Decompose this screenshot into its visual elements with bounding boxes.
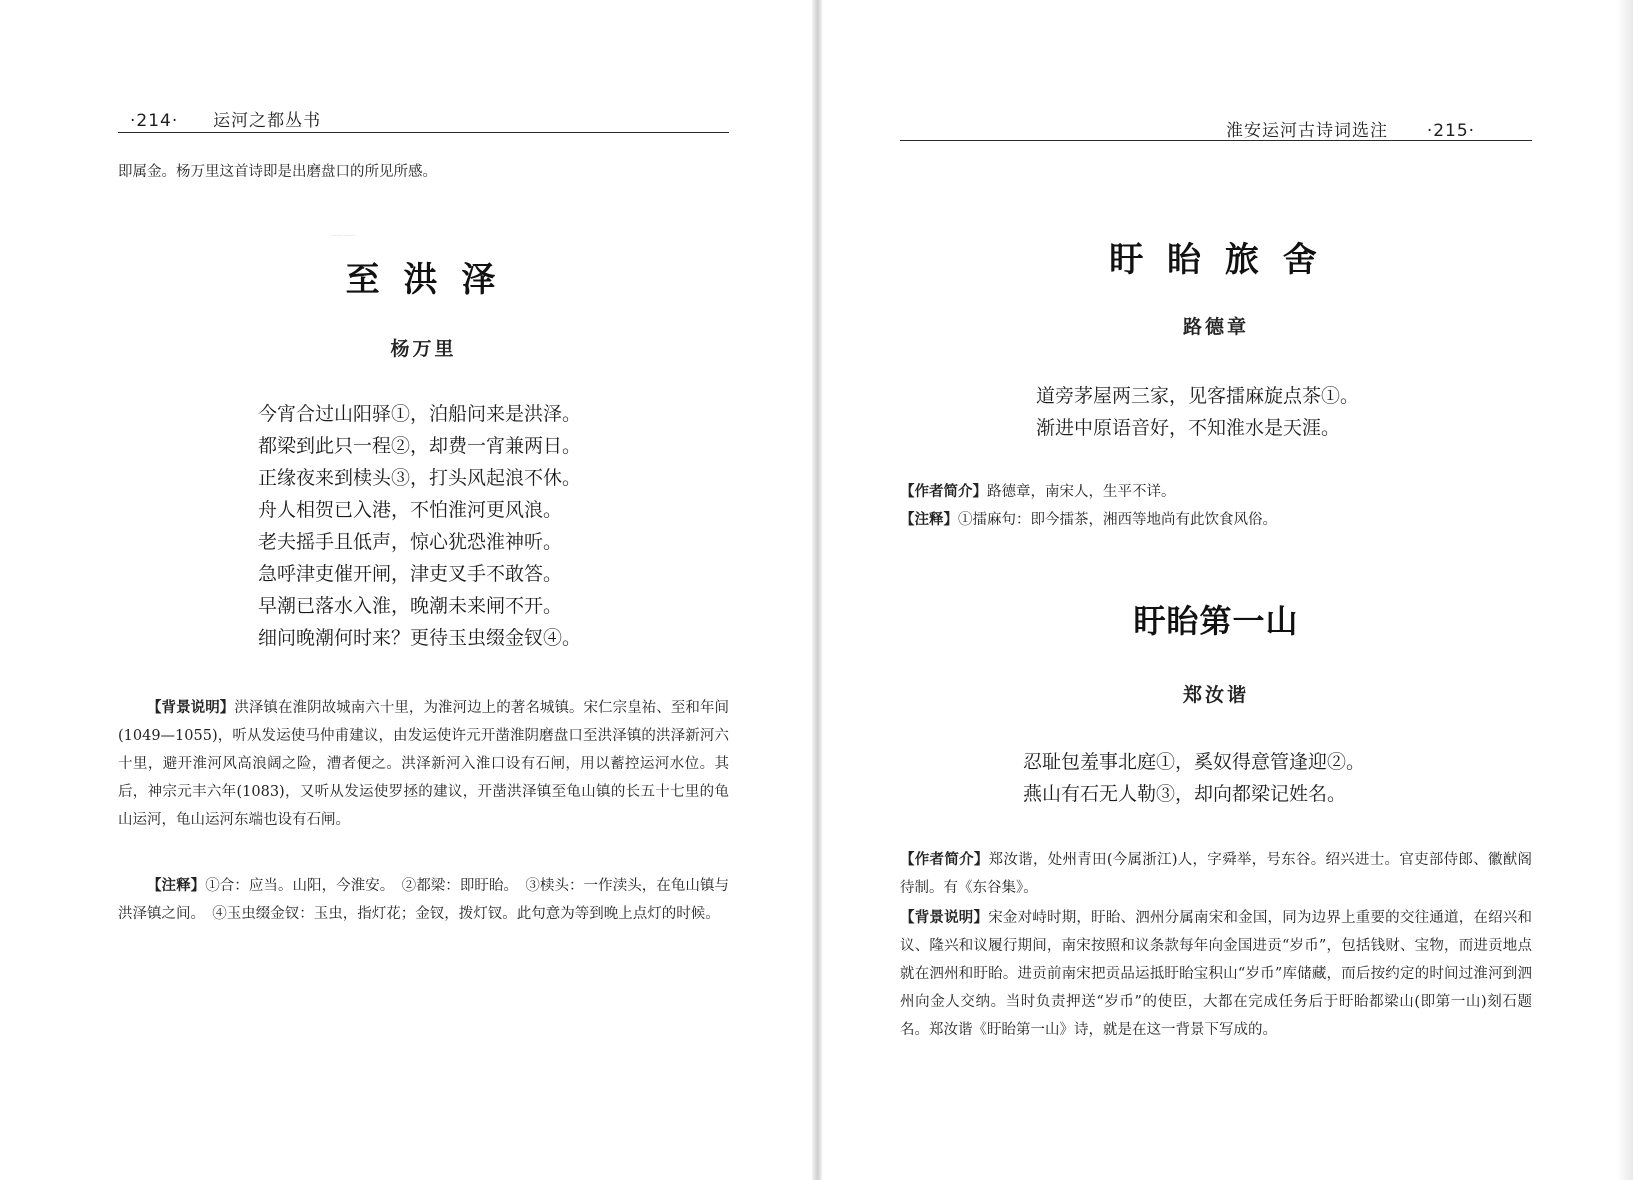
background-text: 宋金对峙时期，盱眙、泗州分属南宋和金国，同为边界上重要的交往通道，在绍兴和议、隆兴和议履行期间，南宋按照和议条款每年向金国进贡“岁币”，包括钱财、宝物，而进贡地点就在泗州和盱眙。进贡前南宋把贡品运抵盱眙宝积山“岁币”库储藏，而后按约定的时间过淮河到泗州向金人交纳。当时负责押送“岁币”的使臣，大都在完成任务后于盱眙都梁山(即第一山)刻石题名。郑汝谐《盱眙第一山》诗，就是在这一背景下写成的。 (900, 910, 1533, 1038)
annotation-note-zhi-hongze (118, 872, 729, 928)
annotation-note-xuyi-lvshe (900, 506, 1532, 534)
background-note-zhi-hongze (118, 694, 729, 834)
poem-line: 燕山有石无人勒③，却向都梁记姓名。 (1023, 783, 1347, 805)
annotation-text: ①合：应当。山阳，今淮安。 ②都梁：即盱眙。 ③椟头：一作渎头，在龟山镇与洪泽镇之间。 ④玉虫缀金钗：玉虫，指灯花；金钗，拨灯钗。此句意为等到晚上点灯的时候。 (118, 878, 729, 922)
right-running-head (1226, 116, 1475, 141)
poem-title-zhi-hongze: 至 洪 泽 (345, 260, 502, 300)
left-series-title: 运河之都丛书 (213, 111, 322, 131)
right-series-title: 淮安运河古诗词选注 (1226, 121, 1388, 141)
left-header-rule (118, 132, 729, 133)
continuation-text: 即属金。杨万里这首诗即是出磨盘口的所见所感。 (118, 164, 437, 180)
poem-line: 渐进中原语音好，不知淮水是天涯。 (1036, 417, 1341, 439)
poem-line: 正缘夜来到椟头③，打头风起浪不休。 (258, 467, 582, 489)
poem-line: 今宵合过山阳驿①，泊船问来是洪泽。 (258, 403, 582, 425)
background-text: 洪泽镇在淮阴故城南六十里，为淮河边上的著名城镇。宋仁宗皇祐、至和年间(1049—1055)，听从发运使马仲甫建议，由发运使许元开凿淮阴磨盘口至洪泽镇的洪泽新河六十里，避开淮河风高浪阔之险，漕者便之。洪泽新河入淮口设有石闸，用以蓄控运河水位。其后，神宗元丰六年(1083)，又听从发运使罗拯的建议，开凿洪泽镇至龟山镇的长五十七里的龟山运河，龟山运河东端也设有石闸。 (118, 700, 730, 828)
poem-line: 早潮已落水入淮，晚潮未来闸不开。 (258, 595, 563, 617)
background-label: 【背景说明】 (900, 910, 989, 926)
poem-line: 忍耻包羞事北庭①，奚奴得意管逢迎②。 (1023, 751, 1366, 773)
author-intro-label: 【作者简介】 (900, 852, 989, 868)
poem-body-xuyi-diyishan (1023, 746, 1365, 810)
author-intro-text: 郑汝谐，处州青田(今属浙江)人，字舜举，号东谷。绍兴进士。官吏部侍郎、徽猷阁待制。有《东谷集》。 (900, 852, 1533, 896)
author-intro-text: 路德章，南宋人，生平不详。 (987, 484, 1176, 500)
poem-title-xuyi-diyishan: 盱眙第一山 (1133, 602, 1299, 640)
poem-body-xuyi-lvshe (1036, 380, 1359, 444)
poem-author-zheng-ruxie: 郑汝谐 (1182, 684, 1249, 706)
annotation-text: ①擂麻句：即今擂茶，湘西等地尚有此饮食风俗。 (958, 512, 1277, 528)
annotation-label: 【注释】 (147, 878, 206, 894)
background-label: 【背景说明】 (147, 700, 235, 716)
poem-line: 急呼津吏催开闸，津吏叉手不敢答。 (258, 563, 563, 585)
right-page-number: ·215· (1426, 121, 1476, 141)
poem-body-zhi-hongze (258, 398, 581, 654)
poem-author-yang-wanli: 杨万里 (390, 338, 457, 360)
author-intro-zheng-ruxie (900, 846, 1532, 902)
author-intro-label: 【作者简介】 (900, 484, 987, 500)
author-intro-lu-dezhang (900, 478, 1532, 506)
background-note-xuyi-diyishan (900, 904, 1532, 1044)
poem-line: 都梁到此只一程②，却费一宵兼两日。 (258, 435, 582, 457)
poem-title-xuyi-lvshe: 盱 眙 旅 舍 (1109, 240, 1323, 280)
page-edge-shadow (1617, 0, 1633, 1180)
poem-author-lu-dezhang: 路德章 (1182, 316, 1249, 338)
left-running-head (130, 106, 321, 131)
poem-line: 道旁茅屋两三家，见客擂麻旋点茶①。 (1036, 385, 1360, 407)
annotation-label: 【注释】 (900, 512, 958, 528)
poem-line: 细问晚潮何时来？更待玉虫缀金钗④。 (258, 627, 582, 649)
right-page (818, 0, 1633, 1180)
left-page-number: ·214· (130, 111, 179, 131)
poem-line: 老夫摇手且低声，惊心犹恐淮神听。 (258, 531, 563, 553)
bleed-through-text: —— (330, 228, 356, 243)
right-header-rule (900, 140, 1532, 141)
poem-line: 舟人相贺已入港，不怕淮河更风浪。 (258, 499, 563, 521)
